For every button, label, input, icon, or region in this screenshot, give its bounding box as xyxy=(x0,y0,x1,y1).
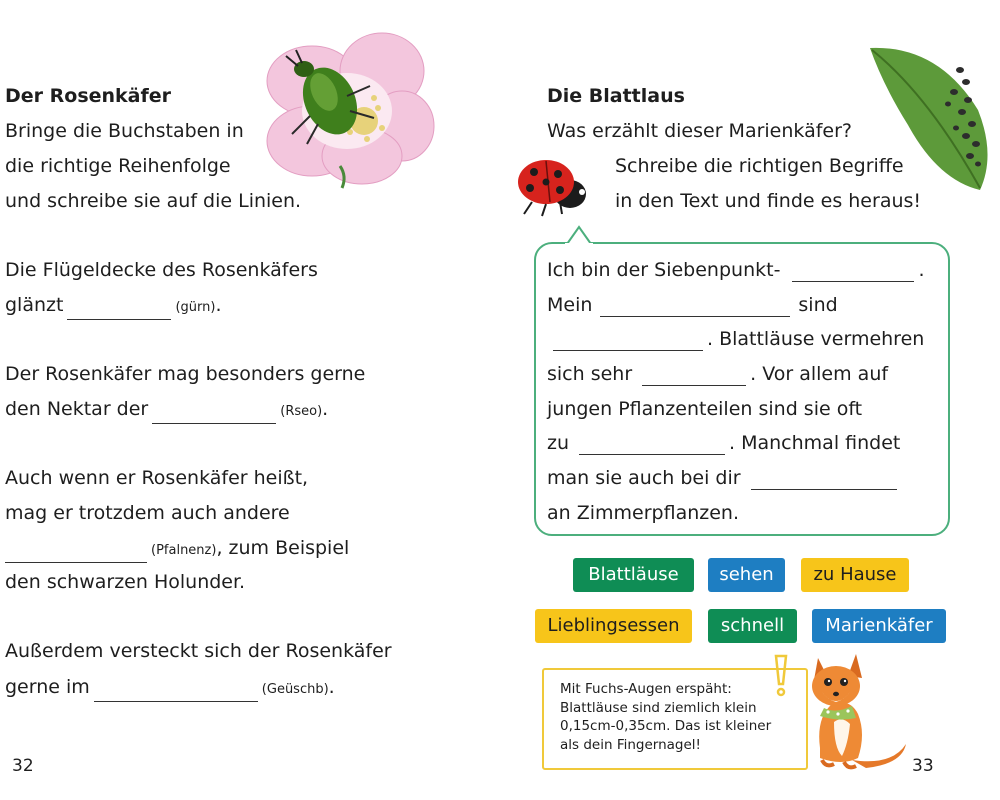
word-tag-marienkaefer[interactable]: Marienkäfer xyxy=(812,609,946,643)
sentence1-line2 xyxy=(5,293,222,320)
letter-hint-1: (gürn) xyxy=(175,300,216,315)
speech-bubble xyxy=(534,242,950,536)
bubble-blank-3[interactable] xyxy=(553,330,703,351)
bubble-line-1 xyxy=(547,258,924,282)
bubble-blank-1[interactable] xyxy=(792,261,914,282)
bubble-text-2-post: sind xyxy=(798,294,838,316)
instruction-line-3: und schreibe sie auf die Linien. xyxy=(5,190,302,212)
sentence1-line1: Die Flügeldecke des Rosenkäfers xyxy=(5,259,318,281)
bubble-text-6-post: . Manchmal findet xyxy=(729,432,901,454)
bubble-text-1: Ich bin der Siebenpunkt- xyxy=(547,259,781,281)
instruction-line-2: die richtige Reihenfolge xyxy=(5,155,231,177)
bubble-blank-2[interactable] xyxy=(600,296,790,317)
word-tag-zu-hause[interactable]: zu Hause xyxy=(801,558,909,592)
right-question-1: Was erzählt dieser Marienkäfer? xyxy=(547,120,852,142)
exclamation-icon xyxy=(770,654,792,698)
sentence3-line3 xyxy=(5,536,349,563)
sentence2-line1: Der Rosenkäfer mag besonders gerne xyxy=(5,363,366,385)
bubble-blank-4[interactable] xyxy=(642,365,746,386)
bubble-text-4-post: . Vor allem auf xyxy=(750,363,889,385)
page-number-right: 33 xyxy=(912,756,934,776)
bubble-blank-7[interactable] xyxy=(751,469,897,490)
letter-hint-2: (Rseo) xyxy=(280,404,323,419)
word-tag-blattlaeuse[interactable]: Blattläuse xyxy=(573,558,694,592)
bubble-line-5: jungen Pflanzenteilen sind sie oft xyxy=(547,398,863,420)
letter-hint-3: (Pfalnenz) xyxy=(151,543,217,558)
bubble-text-7-pre: man sie auch bei dir xyxy=(547,467,741,489)
instruction-line-1: Bringe die Buchstaben in xyxy=(5,120,244,142)
bubble-line-8: an Zimmerpflanzen. xyxy=(547,502,739,524)
sentence2-pre: den Nektar der xyxy=(5,398,149,420)
bubble-blank-6[interactable] xyxy=(579,434,725,455)
word-tag-sehen[interactable]: sehen xyxy=(708,558,785,592)
sentence2-post: . xyxy=(322,398,329,420)
rose-beetle-illustration xyxy=(252,26,437,191)
bubble-text-6-pre: zu xyxy=(547,432,570,454)
sentence4-line1: Außerdem versteckt sich der Rosenkäfer xyxy=(5,640,392,662)
bubble-text-1-post: . xyxy=(918,259,925,281)
answer-blank-4[interactable] xyxy=(94,681,258,702)
bubble-text-4-pre: sich sehr xyxy=(547,363,633,385)
bubble-line-2 xyxy=(547,293,838,317)
sentence4-pre: gerne im xyxy=(5,676,90,698)
right-title: Die Blattlaus xyxy=(547,85,685,107)
sentence3-line4: den schwarzen Holunder. xyxy=(5,571,246,593)
bubble-text-3-post: . Blattläuse vermehren xyxy=(707,328,925,350)
sentence3-line1: Auch wenn er Rosenkäfer heißt, xyxy=(5,467,309,489)
fact-line-1: Mit Fuchs-Augen erspäht: xyxy=(560,681,732,697)
answer-blank-2[interactable] xyxy=(152,403,276,424)
word-tag-schnell[interactable]: schnell xyxy=(708,609,797,643)
sentence2-line2 xyxy=(5,397,328,424)
answer-blank-1[interactable] xyxy=(67,299,171,320)
sentence1-post: . xyxy=(215,294,222,316)
right-question-2: Schreibe die richtigen Begriffe xyxy=(615,155,904,177)
sentence3-post: , zum Beispiel xyxy=(216,537,350,559)
sentence1-pre: glänzt xyxy=(5,294,64,316)
left-title: Der Rosenkäfer xyxy=(5,85,172,107)
right-question-3: in den Text und finde es heraus! xyxy=(615,190,922,212)
fox-fact-box xyxy=(542,668,808,770)
fox-icon xyxy=(802,648,910,773)
fact-line-4: als dein Fingernagel! xyxy=(560,736,701,753)
sentence4-post: . xyxy=(328,676,335,698)
bubble-line-3 xyxy=(547,327,924,351)
page-number-left: 32 xyxy=(12,756,34,776)
fact-line-2: Blattläuse sind ziemlich klein xyxy=(560,699,757,716)
letter-hint-4: (Geüschb) xyxy=(261,682,329,697)
answer-blank-3[interactable] xyxy=(5,542,147,563)
bubble-text-2-pre: Mein xyxy=(547,294,593,316)
sentence4-line2 xyxy=(5,675,335,702)
bubble-line-7 xyxy=(547,466,901,490)
word-tag-lieblingsessen[interactable]: Lieblingsessen xyxy=(535,609,692,643)
fact-line-3: 0,15cm-0,35cm. Das ist kleiner xyxy=(560,718,772,734)
bubble-line-6 xyxy=(547,431,900,455)
sentence3-line2: mag er trotzdem auch andere xyxy=(5,502,290,524)
speech-bubble-tail xyxy=(565,225,593,245)
ladybug-icon xyxy=(512,152,594,218)
bubble-line-4 xyxy=(547,362,888,386)
